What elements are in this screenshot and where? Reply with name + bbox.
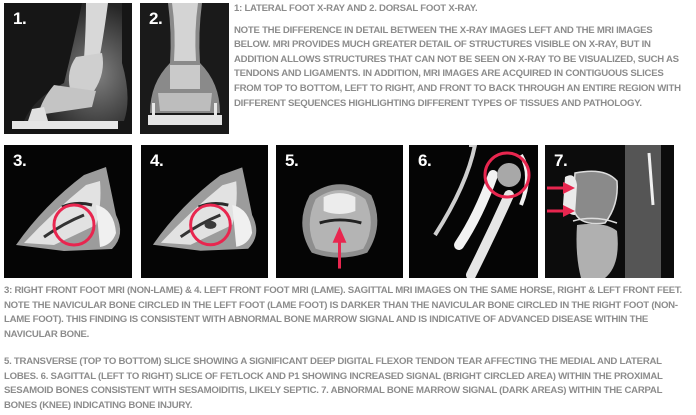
- mri-right-front-foot-image: [4, 145, 132, 278]
- panel-number: 7.: [554, 151, 568, 170]
- xray-lateral-foot-image: [4, 3, 132, 134]
- panel-number: 2.: [149, 9, 163, 28]
- panel-number: 6.: [418, 151, 432, 170]
- mri-carpal-bones-image: [545, 145, 674, 278]
- panel-number: 3.: [13, 151, 27, 170]
- mri-left-front-foot-image: [141, 145, 268, 278]
- panel-number: 5.: [285, 151, 299, 170]
- xray-caption: [234, 2, 689, 111]
- mri-findings-caption: [4, 355, 694, 413]
- mri-navicular-caption: [4, 284, 694, 342]
- mri-navicular-caption-text: 3: RIGHT FRONT FOOT MRI (NON-LAME) & 4. LEFT FRONT FOOT MRI (LAME). SAGITTAL MRI IMAGES ON THE SAME HORSE, RIGHT & LEFT FRONT FEET. NOTE THE NAVICULAR BONE CIRCLED IN THE LEFT FOOT (LAME FOOT) IS DARKER THAN THE NAVICULAR BONE CIRCLED IN THE RIGHT FOOT (NON-LAME FOOT). THIS FINDING IS CONSISTENT WITH ABNORMAL BONE MARROW SIGNAL AND IS INDICATIVE OF ADVANCED DISEASE WITHIN THE NAVICULAR BONE.: [4, 285, 682, 340]
- panel-number: 1.: [13, 9, 27, 28]
- xray-caption-heading: 1: LATERAL FOOT X-RAY AND 2. DORSAL FOOT X-RAY.: [234, 3, 478, 14]
- xray-caption-body: NOTE THE DIFFERENCE IN DETAIL BETWEEN THE X-RAY IMAGES LEFT AND THE MRI IMAGES BELOW. MRI PROVIDES MUCH GREATER DETAIL OF STRUCTURES VISIBLE ON X-RAY, BUT IN ADDITION ALLOWS STRUCTURES THAT CAN NOT BE SEEN ON X-RAY TO BE VISUALIZED, SUCH AS TENDONS AND LIGAMENTS. IN ADDITION, MRI IMAGES ARE ACQUIRED IN CONTIGUOUS SLICES FROM TOP TO BOTTOM, LEFT TO RIGHT, AND FRONT TO BACK THROUGH AN ENTIRE REGION WITH DIFFERENT SEQUENCES HIGHLIGHTING DIFFERENT TYPES OF TISSUES AND PATHOLOGY.: [234, 24, 681, 109]
- xray-dorsal-foot-image: [140, 3, 229, 134]
- mri-findings-caption-text: 5. TRANSVERSE (TOP TO BOTTOM) SLICE SHOWING A SIGNIFICANT DEEP DIGITAL FLEXOR TENDON TEAR AFFECTING THE MEDIAL AND LATERAL LOBES. 6. SAGITTAL (LEFT TO RIGHT) SLICE OF FETLOCK AND P1 SHOWING INCREASED SIGNAL (BRIGHT CIRCLED AREA) WITHIN THE PROXIMAL SESAMOID BONES CONSISTENT WITH SESAMOIDITIS, LIKELY SEPTIC. 7. ABNORMAL BONE MARROW SIGNAL (DARK AREAS) WITHIN THE CARPAL BONES (KNEE) INDICATING BONE INJURY.: [4, 356, 663, 411]
- mri-fetlock-sagittal-image: [409, 145, 538, 278]
- mri-transverse-slice-image: [276, 145, 403, 278]
- panel-number: 4.: [150, 151, 164, 170]
